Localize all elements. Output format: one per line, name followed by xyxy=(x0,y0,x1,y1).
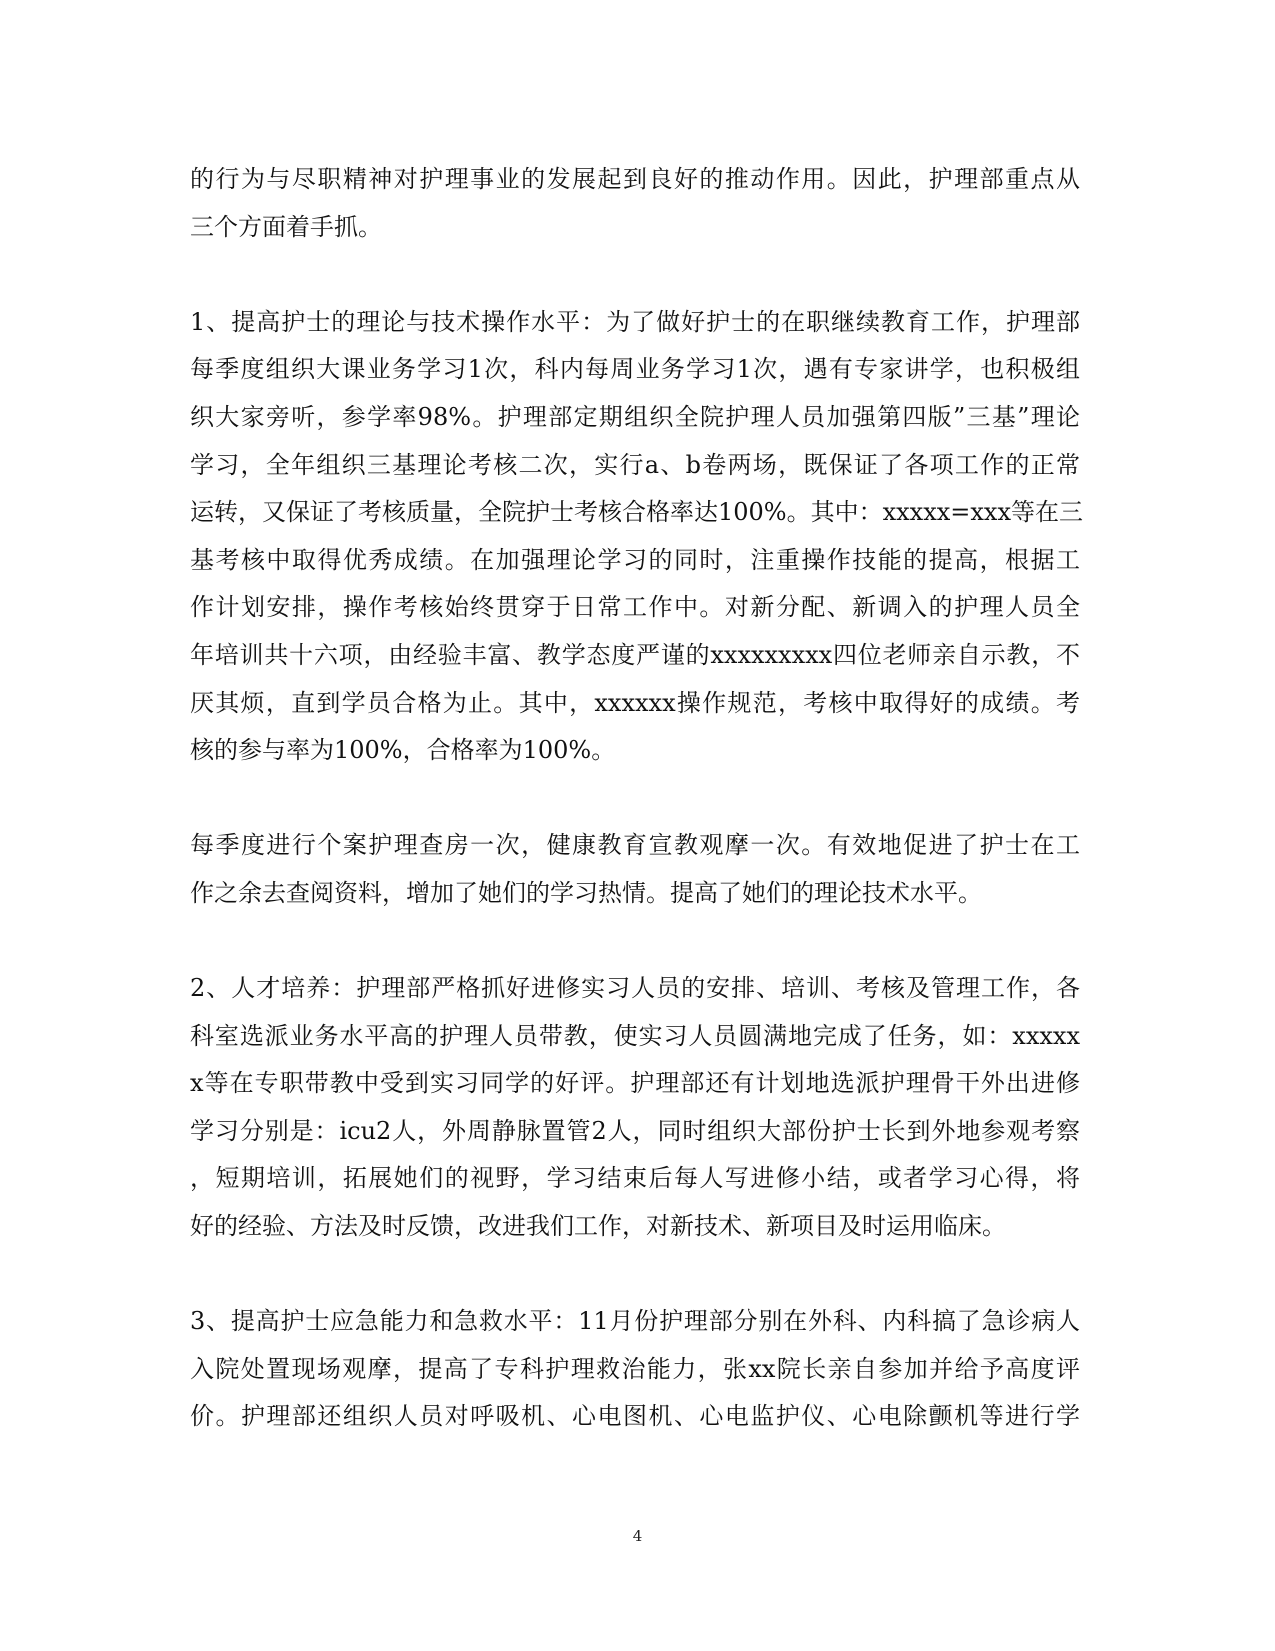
paragraph-gap xyxy=(190,1251,1080,1299)
paragraph-gap xyxy=(190,775,1080,823)
text-line: 运转，又保证了考核质量，全院护士考核合格率达100%。其中：xxxxx=xxx等在三 xyxy=(190,498,1084,527)
text-line: 三个方面着手抓。 xyxy=(190,212,382,241)
text-line: 每季度组织大课业务学习1次，科内每周业务学习1次，遇有专家讲学，也积极组 xyxy=(190,355,1080,384)
text-line: 价。护理部还组织人员对呼吸机、心电图机、心电监护仪、心电除颤机等进行学 xyxy=(190,1402,1080,1431)
text-line: 年培训共十六项，由经验丰富、教学态度严谨的xxxxxxxxx四位老师亲自示教，不 xyxy=(190,640,1080,669)
text-line: 入院处置现场观摩，提高了专科护理救治能力，张xx院长亲自参加并给予高度评 xyxy=(190,1354,1080,1383)
text-line: 1、提高护士的理论与技术操作水平：为了做好护士的在职继续教育工作，护理部 xyxy=(190,307,1080,336)
text-line: ，短期培训，拓展她们的视野，学习结束后每人写进修小结，或者学习心得，将 xyxy=(190,1164,1080,1193)
paragraph-intro-continuation xyxy=(190,156,1080,251)
text-line: 好的经验、方法及时反馈，改进我们工作，对新技术、新项目及时运用临床。 xyxy=(190,1212,1006,1241)
paragraph-case-rounds xyxy=(190,822,1080,917)
text-line: 3、提高护士应急能力和急救水平：11月份护理部分别在外科、内科搞了急诊病人 xyxy=(190,1307,1080,1336)
text-line: 厌其烦，直到学员合格为止。其中，xxxxxx操作规范，考核中取得好的成绩。考 xyxy=(190,688,1080,717)
text-line: 2、人才培养：护理部严格抓好进修实习人员的安排、培训、考核及管理工作，各 xyxy=(190,974,1080,1003)
paragraph-gap xyxy=(190,251,1080,299)
paragraph-section-3 xyxy=(190,1298,1080,1441)
paragraph-section-2 xyxy=(190,965,1080,1251)
text-line: 学习，全年组织三基理论考核二次，实行a、b卷两场，既保证了各项工作的正常 xyxy=(190,450,1080,479)
document-body xyxy=(190,156,1084,1441)
paragraph-gap xyxy=(190,918,1080,966)
text-line: 核的参与率为100%，合格率为100%。 xyxy=(190,736,616,765)
text-line: 科室选派业务水平高的护理人员带教，使实习人员圆满地完成了任务，如：xxxxx xyxy=(190,1021,1080,1050)
text-line: 基考核中取得优秀成绩。在加强理论学习的同时，注重操作技能的提高，根据工 xyxy=(190,545,1080,574)
text-line: 的行为与尽职精神对护理事业的发展起到良好的推动作用。因此，护理部重点从 xyxy=(190,165,1080,193)
text-line: x等在专职带教中受到实习同学的好评。护理部还有计划地选派护理骨干外出进修 xyxy=(190,1069,1080,1098)
paragraph-section-1 xyxy=(190,299,1084,775)
text-line: 学习分别是：icu2人，外周静脉置管2人，同时组织大部份护士长到外地参观考察 xyxy=(190,1116,1080,1145)
text-line: 作计划安排，操作考核始终贯穿于日常工作中。对新分配、新调入的护理人员全 xyxy=(190,593,1080,622)
text-line: 织大家旁听，参学率98%。护理部定期组织全院护理人员加强第四版”三基”理论 xyxy=(190,402,1080,431)
text-line: 每季度进行个案护理查房一次，健康教育宣教观摩一次。有效地促进了护士在工 xyxy=(190,831,1080,860)
text-line: 作之余去查阅资料，增加了她们的学习热情。提高了她们的理论技术水平。 xyxy=(190,878,982,907)
page-number: 4 xyxy=(632,1527,643,1545)
